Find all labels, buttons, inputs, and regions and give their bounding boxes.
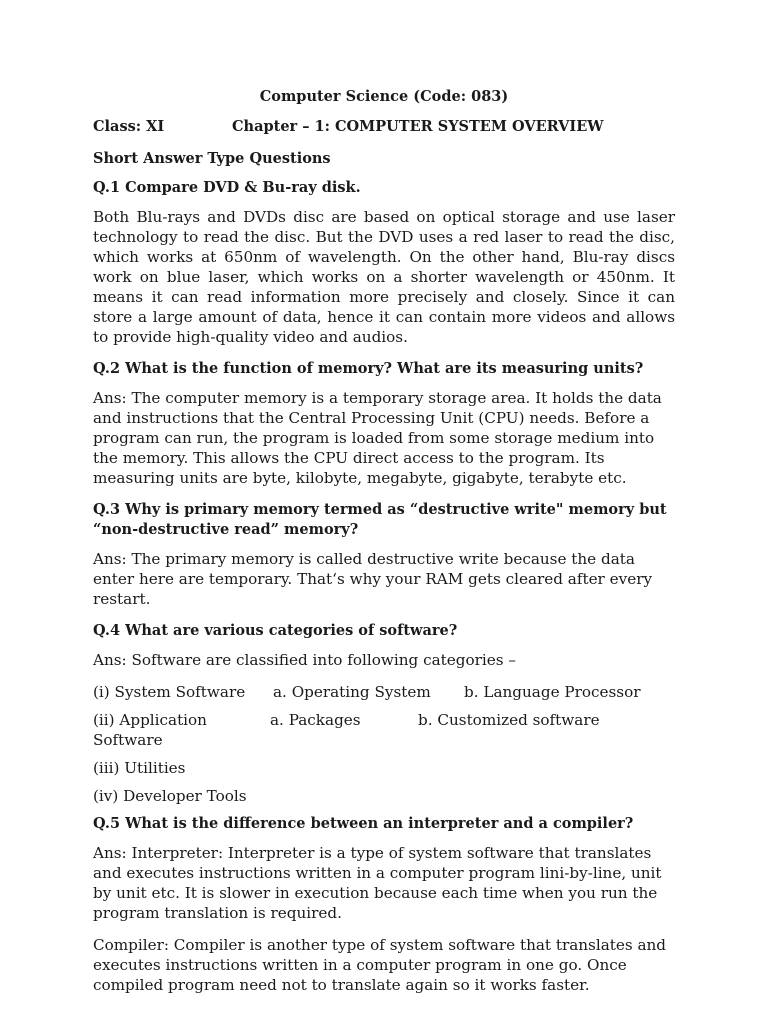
question-4: Q.4 What are various categories of software?: [93, 622, 458, 639]
answer-5-compiler: Compiler: Compiler is another type of system software that translates and executes instructions written in a computer program in one go. Once compiled program need not to translate again so it works faster.: [93, 936, 667, 994]
question-5: Q.5 What is the difference between an interpreter and a compiler?: [93, 815, 634, 832]
category-language-processor: b. Language Processor: [464, 683, 641, 701]
answer-2: Ans: The computer memory is a temporary storage area. It holds the data and instructions that the Central Processing Unit (CPU) needs. Before a program can run, the program is loaded from some storage medium into the memory. This allows the CPU direct access to the program. Its measuring units are byte, kilobyte, megabyte, gigabyte, terabyte etc.: [93, 389, 662, 487]
category-utilities: (iii) Utilities: [93, 759, 186, 777]
section-heading: Short Answer Type Questions: [93, 150, 331, 167]
category-row-developer-tools: [93, 786, 675, 806]
document-title: Computer Science (Code: 083): [259, 88, 509, 105]
category-operating-system: a. Operating System: [273, 683, 431, 701]
question-1: Q.1 Compare DVD & Bu-ray disk.: [93, 179, 361, 196]
question-3: Q.3 Why is primary memory termed as “destructive write" memory but “non-destructive read” memory?: [93, 501, 667, 538]
category-developer-tools: (iv) Developer Tools: [93, 787, 247, 805]
category-customized-software: b. Customized software: [418, 711, 600, 729]
category-application-software: (ii) Application Software: [93, 711, 207, 749]
class-chapter-row: [93, 118, 675, 136]
answer-1: Both Blu-rays and DVDs disc are based on optical storage and use laser technology to read the disc. But the DVD uses a red laser to read the disc, which works at 650nm of wavelength. On the other hand, Blu-ray discs work on blue laser, which works on a shorter wavelength or 450nm. It means it can read information more precisely and closely. Since it can store a large amount of data, hence it can contain more videos and allows to provide high-quality video and audios.: [93, 208, 675, 346]
category-packages: a. Packages: [270, 711, 361, 729]
chapter-title: Chapter – 1: COMPUTER SYSTEM OVERVIEW: [232, 118, 604, 135]
answer-4-intro: Ans: Software are classified into following categories –: [93, 651, 516, 669]
category-system-software: (i) System Software: [93, 683, 246, 701]
category-row-system: [93, 682, 675, 702]
class-label: Class: XI: [93, 118, 165, 135]
document-content: [93, 88, 675, 1007]
category-row-application: [93, 710, 675, 750]
answer-3: Ans: The primary memory is called destructive write because the data enter here are temporary. That‘s why your RAM gets cleared after every restart.: [93, 550, 653, 608]
question-2: Q.2 What is the function of memory? What are its measuring units?: [93, 360, 644, 377]
category-row-utilities: [93, 758, 675, 778]
answer-5-interpreter: Ans: Interpreter: Interpreter is a type of system software that translates and executes instructions written in a computer program lini-by-line, unit by unit etc. It is slower in execution because each time when you run the program translation is required.: [93, 844, 662, 922]
